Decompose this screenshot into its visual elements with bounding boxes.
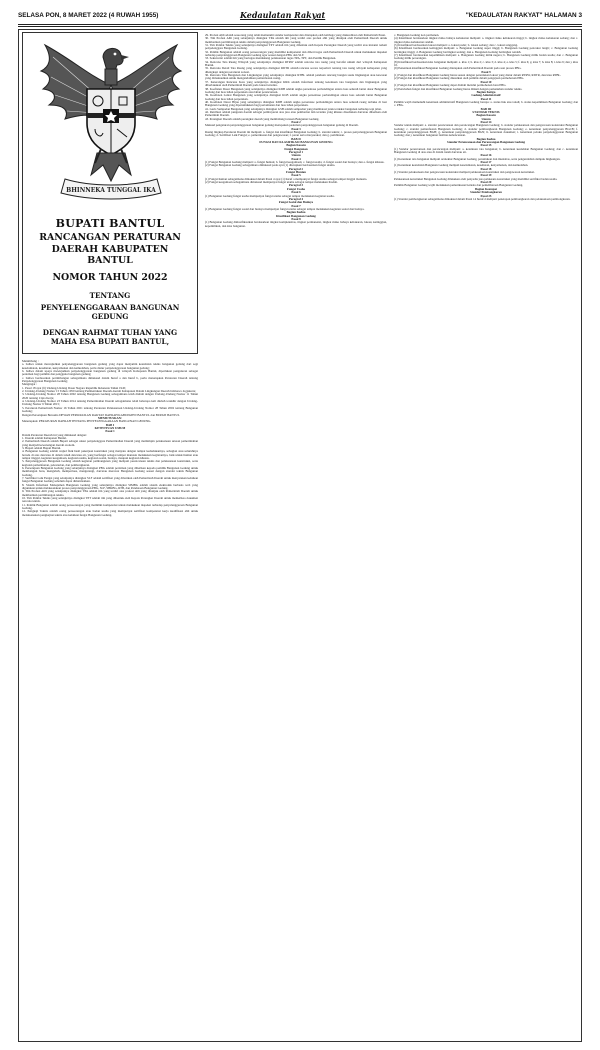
section-heading: Pasal 3 — [291, 126, 301, 131]
cover-region: BUPATI BANTUL — [55, 217, 165, 230]
section-heading: MEMUTUSKAN: — [97, 415, 123, 420]
section-heading: FUNGSI DAN KLASIFIKASI BANGUNAN GEDUNG — [259, 140, 333, 144]
paragraph: Pemilik wajib memenuhi ketentuan administratif Bangunan Gedung berupa: a. status hak atas tanah; b. status kepemilikan Bangunan Gedung; dan c. PBG. — [394, 99, 578, 108]
section-heading: Standar Pembongkaran — [470, 190, 502, 195]
paragraph: 40. Koefisien Dasar Hijau yang selanjutnya disingkat KDH adalah angka persentase perbandingan antara luas seluruh ruang terbuka di luar Bangunan Gedung yang diperuntukkan bagi pertamanan dan luas lahan perpetakan. — [205, 99, 387, 108]
paragraph: Ruang lingkup Peraturan Daerah ini meliputi: a. fungsi dan klasifikasi Bangunan Gedung; b. standar teknis; c. proses penyelenggaraan Bangunan Gedung; d. Sertifikat Laik Fungsi; e. pemeriksaan dan pengawasan; f. peran serta masyarakat; dan g. pembinaan. — [205, 129, 387, 138]
paragraph: (1) Fungsi Bangunan Gedung meliputi: a. fungsi hunian; b. fungsi keagamaan; c. fungsi usaha; d. fungsi sosial dan budaya; dan e. fungsi khusus. — [205, 160, 385, 165]
paragraph: 2. Undang-Undang Nomor 15 Tahun 1950 tentang Pembentukan Daerah-daerah Kabupaten Dalam Lingkungan Daerah Istimewa Jogjakarta; — [22, 389, 197, 394]
paragraph: 4. Undang-Undang Nomor 23 Tahun 2014 tentang Pemerintahan Daerah sebagaimana telah beberapa kali diubah terakhir dengan Undang-Undang Nomor 9 Tahun 2015; — [22, 399, 198, 407]
cover-title: RANCANGAN PERATURAN DAERAH KABUPATEN BANTUL — [39, 232, 181, 266]
section-heading: Pasal 25 — [480, 193, 492, 198]
paragraph: 33. Sekretariat adalah tim yang bertugas mendukung pelaksanaan tugas TPA, TPT, dan Penilik Bangunan. — [205, 56, 337, 61]
section-heading: Pasal 1 — [105, 429, 115, 434]
section-heading: Paragraf 2 — [288, 166, 304, 171]
paragraph: 8. Sistem Informasi Manajemen Bangunan Gedung yang selanjutnya disingkat SIMBG adalah sistem elektronik berbasis web yang digunakan untuk melaksanakan proses penyelenggaraan PBG, SLF, SBKBG, RTB, dan Pendataan Bangunan Gedung. — [22, 482, 198, 491]
text-column-3 — [394, 34, 578, 1036]
paragraph: (2) Fungsi Bangunan Gedung sebagaimana dimaksud pada ayat (1) ditetapkan berdasarkan fungsi utama. — [205, 163, 336, 168]
paragraph: Pemilik Bangunan Gedung wajib melakukan pemeriksaan berkala dan pemeliharaan Bangunan Gedung. — [394, 183, 524, 188]
paragraph: 31. Tim Penilai Teknis yang selanjutnya disingkat TPT adalah tim yang dibentuk oleh Kepala Perangkat Daerah yang terdiri atas instansi terkait penyelenggara Bangunan Gedung. — [205, 43, 387, 51]
paragraph: Dengan Persetujuan Bersama DEWAN PERWAKILAN RAKYAT DAERAH KABUPATEN BANTUL dan BUPATI BANTUL — [22, 412, 180, 417]
section-heading: Bagian Kedua — [286, 210, 306, 215]
section-heading: Fungsi Usaha — [287, 186, 305, 191]
paragraph: 35. Rencana Detail Tata Ruang yang selanjutnya disingkat RDTR adalah rencana secara terperinci tentang tata ruang wilayah kabupaten yang dilengkapi dengan peraturan zonasi. — [205, 66, 387, 74]
cover-blessing: DENGAN RAHMAT TUHAN YANG MAHA ESA BUPATI BANTUL, — [42, 328, 178, 346]
masthead-rule — [18, 24, 582, 25]
section-heading: Pasal 2 — [291, 119, 301, 124]
section-heading: Klasifikasi Bangunan Gedung — [276, 213, 316, 218]
paragraph: 43. Perangkat Daerah adalah perangkat daerah yang membidangi urusan Bangunan Gedung. — [205, 116, 320, 121]
paragraph: 5. Peraturan Pemerintah Nomor 16 Tahun 2021 tentang Peraturan Pelaksanaan Undang-Undang Nomor 28 Tahun 2002 tentang Bangunan Gedung; — [22, 405, 198, 414]
paragraph: (8) Klasifikasi berdasarkan klas bangunan meliputi: a. klas 1; b. klas 2; c. klas 3; d. klas 4; e. klas 5; f. klas 6; g. klas 7; h. klas 8; i. klas 9; dan j. klas 10. — [394, 59, 578, 68]
section-heading: Bagian Kesatu — [476, 113, 496, 118]
paragraph: Dalam Peraturan Daerah ini yang dimaksud dengan: — [22, 432, 87, 437]
cover-about: TENTANG — [89, 291, 131, 300]
paragraph: (1) Standar pelaksanaan dan pengawasan konstruksi meliputi pelaksanaan konstruksi dan pengawasan konstruksi. — [394, 170, 535, 175]
paragraph: 34. Rencana Tata Ruang Wilayah yang selanjutnya disingkat RTRW adalah rencana tata ruang yang bersifat umum dari wilayah Kabupaten Bantul. — [205, 59, 387, 68]
section-heading: Fungsi Hunian — [286, 170, 306, 175]
section-heading: Standar Perencanaan dan Perancangan Bangunan Gedung — [446, 140, 526, 144]
section-heading: Umum — [481, 116, 491, 121]
paragraph: 7. Sertifikat Laik Fungsi yang selanjutnya disingkat SLF adalah sertifikat yang diberikan oleh Pemerintah Daerah untuk menyatakan kelaikan fungsi Bangunan Gedung sebelum dapat dimanfaatkan. — [22, 476, 198, 484]
section-heading: Pasal 16 — [480, 153, 492, 158]
paragraph: 2. Pemerintah Daerah adalah Bupati sebagai unsur penyelenggara Pemerintahan Daerah yang memimpin pelaksanaan urusan pemerintahan yang menjadi kewenangan daerah otonom. — [22, 439, 198, 447]
paragraph: (1) Standar perencanaan dan perancangan meliputi: a. ketentuan tata bangunan; b. ketentuan keandalan Bangunan Gedung; dan c. ketentuan Bangunan Gedung di atas atau di dalam tanah dan/atau air. — [394, 146, 578, 155]
paragraph: c. Bangunan Gedung non permanen. — [394, 34, 440, 37]
section-heading: Pasal 11 — [480, 96, 492, 101]
paragraph: Menetapkan: PERATURAN DAERAH TENTANG PENYELENGGARAAN BANGUNAN GEDUNG. — [22, 419, 152, 424]
paragraph: (2) Fungsi keagamaan sebagaimana dimaksud mempunyai fungsi utama sebagai tempat melakukan ibadah. — [205, 180, 338, 185]
paragraph: (2) Fungsi dan klasifikasi Bangunan Gedung diusulkan oleh pemilik dalam pengajuan permohonan PBG. — [394, 76, 525, 81]
paragraph: Menimbang : — [22, 360, 39, 363]
section-heading: Pasal 15 — [480, 143, 492, 148]
paragraph: Pelaksanaan konstruksi Bangunan Gedung dilakukan oleh penyedia jasa pelaksana konstruksi yang memiliki sertifikat badan usaha. — [394, 176, 558, 181]
cover-subject: PENYELENGGARAAN BANGUNAN GEDUNG — [40, 303, 180, 321]
emblem-motto: BHINNEKA TUNGGAL IKA — [66, 187, 156, 194]
paragraph: (1) Fungsi hunian sebagaimana dimaksud dalam Pasal 4 ayat (1) huruf a mempunyai fungsi utama sebagai tempat tinggal manusia. — [205, 176, 368, 181]
paragraph: 10. Tim Penilai Teknis yang selanjutnya disingkat TPT adalah tim yang dibentuk oleh Kepala Perangkat Daerah untuk memeriksa dokumen rencana teknis. — [22, 496, 198, 504]
paragraph: (1) Ketentuan keandalan Bangunan Gedung meliputi keselamatan, kesehatan, kenyamanan, dan kemudahan. — [394, 163, 529, 168]
section-heading: Pasal 20 — [480, 180, 492, 185]
section-heading: Pasal 10 — [480, 79, 492, 84]
paragraph: (1) Bangunan Gedung diklasifikasikan berdasarkan tingkat kompleksitas, tingkat permanensi, tingkat risiko bahaya kebakaran, lokasi, ketinggian, kepemilikan, dan klas bangunan. — [205, 220, 387, 228]
paragraph: 1. Pasal 18 ayat (6) Undang-Undang Dasar Negara Republik Indonesia Tahun 1945; — [22, 385, 127, 390]
garuda-pancasila-emblem-icon — [31, 37, 191, 207]
section-heading: Bagian Ketiga — [476, 89, 496, 94]
paragraph: 11. Penilik Bangunan adalah orang perseorangan yang memiliki kompetensi untuk melakukan inspeksi terhadap penyelenggaraan Bangunan Gedung. — [22, 502, 198, 511]
section-heading: Umum — [291, 153, 301, 158]
paragraph: 41. Garis Sempadan Bangunan yang selanjutnya disingkat GSB adalah sempadan yang membatasi jarak terdekat bangunan terhadap tepi jalan. — [205, 106, 382, 111]
paragraph: 3. Bupati adalah Bupati Bantul. — [22, 445, 62, 450]
text-column-2 — [205, 34, 387, 1036]
paragraph: 5. Penyelenggaraan Bangunan Gedung adalah kegiatan pembangunan yang meliputi perencanaan teknis dan pelaksanaan konstruksi, serta kegiatan pemanfaatan, pelestarian, dan pembongkaran. — [22, 459, 198, 467]
paragraph: (6) Klasifikasi berdasarkan ketinggian meliputi: a. Bangunan Gedung super tinggi; b. Bangunan Gedung pencakar langit; c. Bangunan Gedung bertingkat tinggi; d. Bangunan Gedung bertingkat sedang; dan e. Bangunan Gedung bertingkat rendah. — [394, 46, 578, 54]
paragraph: Standar teknis meliputi: a. standar perencanaan dan perancangan Bangunan Gedung; b. standar pelaksanaan dan pengawasan konstruksi Bangunan Gedung; c. standar pemanfaatan Bangunan Gedung; d. standar pembongkaran Bangunan Gedung; e. ketentuan penyelenggaraan BGCB; f. ketentuan penyelenggaraan BGH; g. ketentuan penyelenggaraan BGN; h. ketentuan dokumen; i. ketentuan pelaku penyelenggaraan Bangunan Gedung; dan j. ketentuan bangunan fasilitas kebencanaan. — [394, 123, 578, 138]
section-heading: Fungsi Bangunan — [284, 146, 308, 151]
paragraph: (1) Ketentuan tata bangunan meliputi arsitektur Bangunan Gedung, peruntukan dan intensitas, serta pengendalian dampak lingkungan. — [394, 156, 561, 161]
paragraph: Maksud pengaturan penyelenggaraan bangunan gedung merupakan pedoman penyelenggaraan bangunan gedung di Daerah. — [205, 123, 359, 128]
paragraph: 6. Persetujuan Bangunan Gedung yang selanjutnya disingkat PBG adalah perizinan yang diberikan kepada pemilik Bangunan Gedung untuk membangun baru, mengubah, memperluas, mengurangi, dan/atau merawat Bangunan Gedung sesuai dengan standar teknis Bangunan Gedung. — [22, 466, 198, 477]
masthead-page: "KEDAULATAN RAKYAT" HALAMAN 3 — [465, 12, 582, 19]
section-heading: Paragraf 4 — [288, 196, 304, 201]
paragraph: b. bahwa dalam upaya mewujudkan penyelenggaraan bangunan gedung di wilayah Kabupaten Bantul, diperlukan pengaturan sebagai pedoman bagi pemilik dan pengguna bangunan gedung; — [22, 369, 198, 377]
paragraph: (1) Bangunan Gedung fungsi usaha mempunyai fungsi utama sebagai tempat melakukan kegiatan usaha. — [205, 193, 335, 198]
section-heading: Pasal 6 — [291, 190, 301, 195]
paragraph: 1. Daerah adalah Kabupaten Bantul. — [22, 435, 67, 440]
paragraph: (9) Penentuan klasifikasi Bangunan Gedung ditetapkan oleh Pemerintah Daerah pada saat proses PBG. — [394, 66, 522, 71]
section-heading: BAB I — [105, 422, 115, 427]
paragraph: 32. Penilik Bangunan adalah orang perseorangan yang memiliki kompetensi dan diberi tugas oleh Pemerintah Daerah untuk melakukan inspeksi terhadap penyelenggaraan Bangunan Gedung agar sesuai dengan PBG dan SLF. — [205, 49, 387, 58]
paragraph: (5) Klasifikasi berdasarkan lokasi meliputi: a. lokasi padat; b. lokasi sedang; dan c. lokasi renggang. — [394, 43, 518, 48]
masthead — [18, 10, 582, 22]
newspaper-name: Kedaulatan Rakyat — [240, 10, 326, 20]
section-heading: BAB II — [291, 136, 301, 141]
paragraph: 4. Bangunan Gedung adalah wujud fisik hasil pekerjaan konstruksi yang menyatu dengan tempat kedudukannya, sebagian atau seluruhnya berada di atas dan/atau di dalam tanah dan/atau air, yang berfungsi sebagai tempat manusia melakukan kegiatannya, baik untuk hunian atau tempat tinggal, kegiatan keagamaan, kegiatan usaha, kegiatan sosial, budaya, maupun kegiatan khusus. — [22, 449, 198, 460]
section-heading: KETENTUAN UMUM — [94, 425, 126, 430]
section-heading: Gedung Administratif — [471, 93, 501, 98]
section-heading: Bagian Kedua — [476, 136, 496, 141]
section-heading: Pasal 8 — [291, 216, 301, 221]
paragraph: 30. Tim Profesi Ahli yang selanjutnya disingkat TPA adalah tim yang terdiri atas profesi ahli yang ditunjuk oleh Pemerintah Daerah untuk memberikan pertimbangan teknis dalam penyelenggaraan Bangunan Gedung. — [205, 36, 387, 44]
cover-block — [22, 32, 198, 354]
section-heading: Bagian Keempat — [474, 186, 498, 191]
paragraph: a. bahwa untuk mewujudkan penyelenggaraan bangunan gedung yang dapat menjamin keandalan teknis bangunan gedung dari segi keselamatan, kesehatan, kenyamanan dan kemudahan, perlu diatur penyelenggaraan bangunan gedung; — [22, 362, 198, 370]
section-heading: Pasal 18 — [480, 166, 492, 171]
paragraph: 38. Koefisien Dasar Bangunan yang selanjutnya disingkat KDB adalah angka persentase perbandingan antara luas seluruh lantai dasar Bangunan Gedung dan luas lahan perpetakan atau lahan perencanaan. — [205, 86, 387, 94]
paragraph: 12. Pengkaji Teknis adalah orang perseorangan atau badan usaha yang mempunyai sertifikat kompetensi kerja kualifikasi ahli untuk melaksanakan pengkajian teknis atas kelaikan fungsi Bangunan Gedung. — [22, 509, 198, 517]
section-heading: Pasal 5 — [291, 173, 301, 178]
section-heading: Pasal 14 — [480, 119, 492, 124]
paragraph: (1) Bangunan Gedung fungsi sosial dan budaya mempunyai fungsi utama sebagai tempat melakukan kegiatan sosial dan budaya. — [205, 206, 365, 211]
section-heading: Pasal 4 — [291, 156, 301, 161]
section-heading: Fungsi Sosial dan Budaya — [278, 200, 314, 205]
text-column-1 — [22, 360, 198, 1036]
section-heading: STANDAR TEKNIS — [472, 109, 500, 114]
paragraph: Mengingat : — [22, 382, 38, 387]
paragraph: 3. Undang-Undang Nomor 28 Tahun 2002 tentang Bangunan Gedung sebagaimana telah diubah dengan Undang-Undang Nomor 11 Tahun 2020 tentang Cipta Kerja; — [22, 392, 198, 400]
section-heading: Paragraf 3 — [288, 183, 304, 188]
paragraph: 37. Keterangan Rencana Kota yang selanjutnya disingkat KRK adalah informasi tentang ketentuan tata bangunan dan lingkungan yang diberlakukan oleh Pemerintah Daerah pada lokasi tertentu. — [205, 79, 387, 88]
paragraph: 42. Retribusi adalah pungutan daerah sebagai pembayaran atas jasa atau pemberian izin tertentu yang khusus disediakan dan/atau diberikan oleh Pemerintah Daerah. — [205, 109, 387, 118]
section-heading: Bagian Kesatu — [286, 143, 306, 148]
paragraph: c. bahwa berdasarkan pertimbangan sebagaimana dimaksud dalam huruf a dan huruf b, perlu menetapkan Peraturan Daerah tentang Penyelenggaraan Bangunan Gedung; — [22, 375, 198, 384]
paragraph: (7) Klasifikasi berdasarkan kepemilikan meliputi: a. Bangunan Gedung milik negara; b. Bangunan Gedung milik badan usaha; dan c. Bangunan Gedung milik perorangan. — [394, 53, 578, 61]
paragraph: 9. Tim Profesi Ahli yang selanjutnya disingkat TPA adalah tim yang terdiri atas profesi ahli yang ditunjuk oleh Pemerintah Daerah untuk memberikan pertimbangan teknis. — [22, 489, 198, 497]
section-heading: Pasal 7 — [291, 203, 301, 208]
masthead-date: SELASA PON, 8 MARET 2022 (4 RUWAH 1955) — [18, 12, 159, 19]
cover-number: NOMOR TAHUN 2022 — [52, 272, 168, 283]
section-heading: Pasal 19 — [480, 173, 492, 178]
paragraph: (1) Standar pembongkaran sebagaimana dimaksud dalam Pasal 14 huruf d meliputi penetapan pembongkaran dan pelaksanaan pembongkaran. — [394, 196, 571, 201]
paragraph: (2) Perubahan fungsi dan klasifikasi Bangunan Gedung harus diikuti dengan pemenuhan standar teknis. — [394, 86, 523, 91]
paragraph: (4) Klasifikasi berdasarkan tingkat risiko bahaya kebakaran meliputi: a. tingkat risiko kebakaran tinggi; b. tingkat risiko kebakaran sedang; dan c. tingkat risiko kebakaran rendah. — [394, 36, 578, 44]
paragraph: 29. Profesi Ahli adalah seseorang yang telah memenuhi standar kompetensi dan ditetapkan oleh lembaga yang diakreditasi oleh Pemerintah Pusat. — [205, 34, 386, 37]
section-heading: Pasal 9 — [481, 69, 491, 74]
paragraph: 36. Rencana Tata Bangunan dan Lingkungan yang selanjutnya disingkat RTBL adalah panduan rancang bangun suatu lingkungan atau kawasan yang dimaksudkan untuk mengendalikan pemanfaatan ruang. — [205, 73, 387, 81]
section-heading: BAB III — [480, 106, 492, 111]
paragraph: (1) Fungsi dan klasifikasi Bangunan Gedung harus sesuai dengan peruntukan lokasi yang diatur dalam RTRW, RDTR, dan/atau RTBL. — [394, 73, 562, 78]
masthead-rule-2 — [18, 26, 582, 27]
paragraph: 39. Koefisien Lantai Bangunan yang selanjutnya disingkat KLB adalah angka persentase perbandingan antara luas seluruh lantai Bangunan Gedung dan luas lahan perpetakan. — [205, 93, 387, 101]
section-heading: Pasal 17 — [480, 160, 492, 165]
paragraph: (1) Fungsi dan klasifikasi Bangunan Gedung dapat diubah melalui permohonan baru PBG. — [394, 83, 507, 88]
section-heading: Paragraf 1 — [288, 150, 304, 155]
